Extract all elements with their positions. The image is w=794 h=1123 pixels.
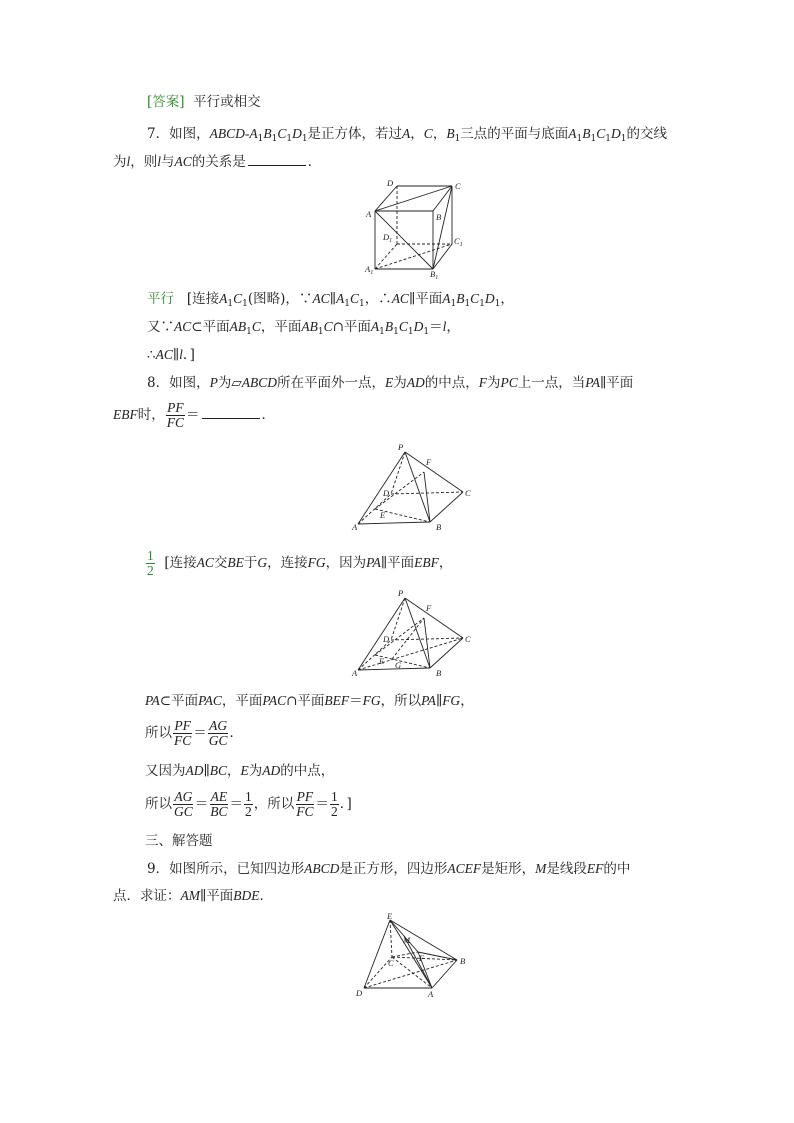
q8-sol-line5: 所以 $\frac{AG}{GC}$ ＝ $\frac{AE}{BC}$ ＝ $\frac{1}{2}$ ，所以 $\frac{PF}{FC}$ ＝ $\frac{1}{2}$ ．]	[145, 789, 352, 819]
svg-text:C: C	[388, 958, 394, 968]
q8-line1: 8．如图，P为▱ABCD所在平面外一点，E为AD的中点，F为PC上一点，当PA∥平面	[147, 375, 634, 391]
svg-text:E: E	[387, 911, 393, 921]
solid-figure-q9	[352, 910, 477, 1002]
label-C: C	[455, 181, 461, 191]
svg-text:F: F	[426, 603, 432, 613]
q7-sol-line1: 平行 [连接$A_1C_1$(图略)，$\because AC\parallel A_1C_1$，∴AC∥平面$A_1B_1C_1D_1$，	[147, 291, 514, 309]
svg-text:G: G	[395, 660, 402, 670]
prev-answer-line	[147, 93, 261, 111]
q9-line1: 9．如图所示，已知四边形ABCD是正方形，四边形ACEF是矩形，M是线段EF的中	[147, 861, 631, 877]
label-A: A	[366, 209, 372, 219]
pyramid-figure-2	[350, 586, 475, 681]
svg-text:E: E	[379, 656, 385, 666]
q8-sol-line2: PA⊂平面PAC，平面PAC∩平面BEF＝FG，所以PA∥FG，	[145, 693, 474, 709]
q8-sol-line3: 所以 $\frac{PF}{FC}$ ＝ $\frac{AG}{GC}$ ．	[145, 718, 244, 748]
svg-text:M: M	[403, 935, 411, 945]
answer-text: 平行或相交	[193, 94, 261, 110]
svg-text:A: A	[428, 989, 434, 999]
svg-text:A: A	[352, 668, 358, 678]
q8-answer: $\frac{1}{2}$	[147, 548, 154, 578]
svg-text:C1: $C_1$	[454, 236, 463, 248]
svg-text:P: P	[398, 588, 404, 598]
svg-text:D: D	[383, 634, 390, 644]
svg-text:D1: $D_1$	[383, 232, 393, 244]
svg-text:F: F	[419, 953, 425, 963]
answer-tag: [答案]	[147, 94, 185, 110]
q7-sol-line2: 又∵AC⊂平面$AB_1C$，平面$AB_1C\cap$平面$A_1B_1C_1D_1=l$，	[147, 319, 460, 337]
svg-text:E: E	[380, 510, 386, 520]
svg-text:D: D	[383, 488, 390, 498]
q7-line1: 7．如图，ABCD-$A_1B_1C_1D_1$是正方体，若过A，C，$B_1$三点的平面与底面$A_1B_1C_1D_1$的交线	[147, 126, 667, 144]
cube-figure	[360, 176, 470, 280]
svg-text:B: B	[436, 668, 442, 678]
svg-text:B: B	[436, 522, 442, 532]
label-D: D	[387, 178, 394, 188]
q7-sol-line3: ∴AC∥l．]	[147, 347, 195, 363]
q8-sol-line4: 又因为AD∥BC，E为AD的中点，	[145, 763, 335, 779]
svg-text:P: P	[398, 442, 404, 452]
pyramid-figure-1	[350, 440, 475, 535]
q9-line2: 点．求证：AM∥平面BDE．	[113, 888, 273, 904]
svg-text:C: C	[465, 488, 471, 498]
label-B: B	[436, 212, 442, 222]
answer-blank	[248, 153, 306, 166]
svg-text:B1: $B_1$	[430, 269, 439, 280]
svg-text:F: F	[426, 457, 432, 467]
svg-text:D: D	[356, 988, 363, 998]
q8-line2: EBF时， $\frac{PF}{FC}$ ＝ ．	[113, 400, 276, 430]
section-heading: 三、解答题	[145, 833, 213, 849]
svg-text:A1: $A_1$	[365, 264, 374, 276]
q7-answer: 平行	[147, 291, 174, 307]
q7-line2: 为l，则l与AC的关系是 ．	[113, 154, 322, 170]
svg-text:A: A	[352, 522, 358, 532]
svg-text:C: C	[465, 634, 471, 644]
svg-text:B: B	[460, 956, 466, 966]
q8-sol-line1: $\frac{1}{2}$ [连接AC交BE于G，连接FG，因为PA∥平面EBF，	[147, 548, 453, 578]
